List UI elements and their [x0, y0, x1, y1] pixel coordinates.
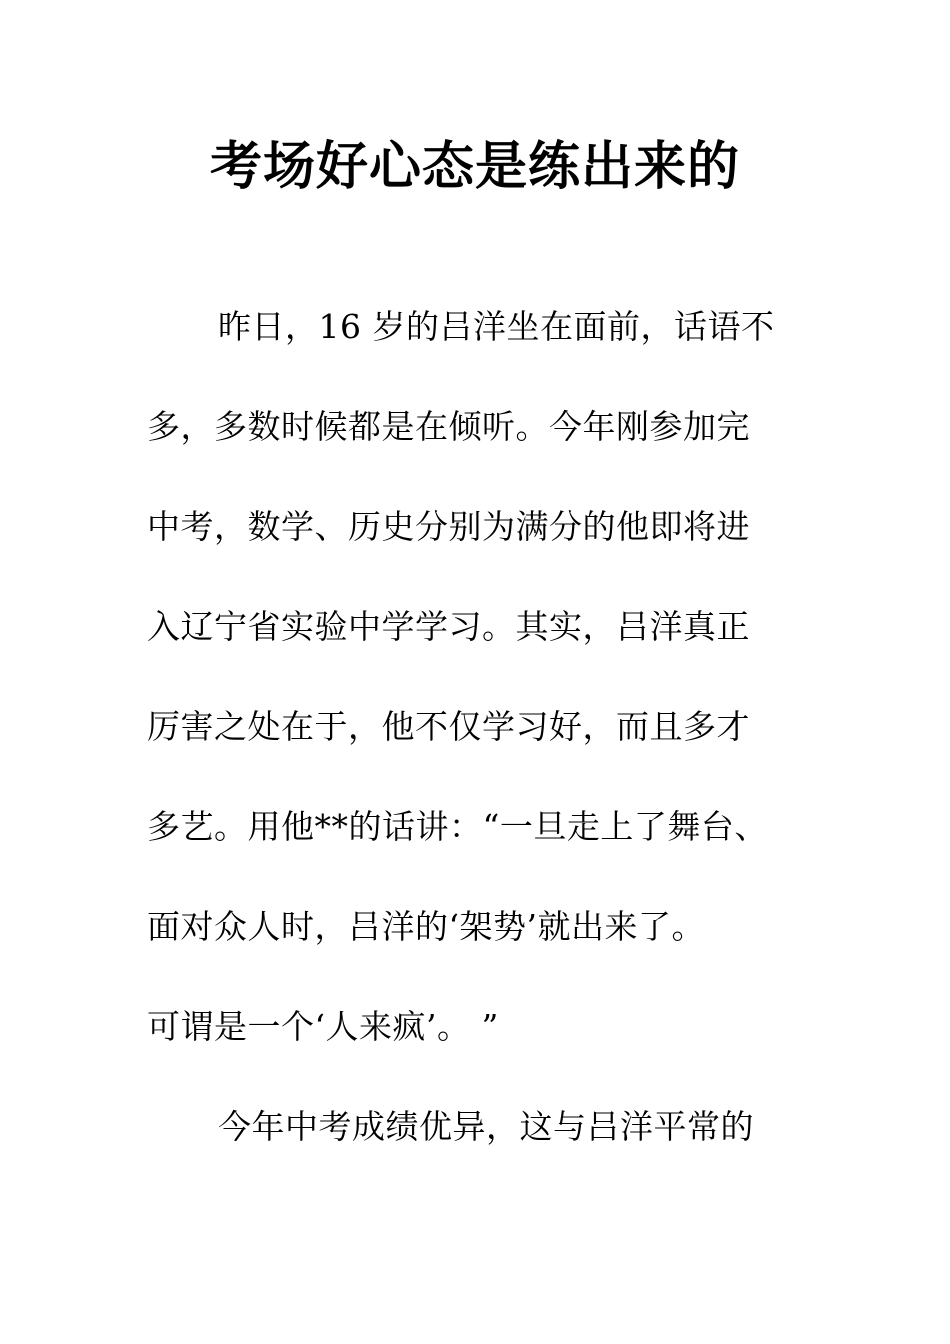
document-title: 考场好心态是练出来的: [209, 137, 740, 197]
paragraph-1-line-3: 中考，数学、历史分别为满分的他即将进: [147, 507, 750, 546]
paragraph-1-line-6: 多艺。用他**的话讲：“一旦走上了舞台、: [147, 807, 768, 846]
paragraph-1-line-8: 可谓是一个‘人来疯’。 ”: [147, 1007, 499, 1046]
paragraph-1-line-5: 厉害之处在于，他不仅学习好，而且多才: [147, 707, 750, 746]
paragraph-2-line-1: 今年中考成绩优异，这与吕洋平常的: [218, 1107, 754, 1146]
paragraph-1-line-7: 面对众人时，吕洋的‘架势’就出来了。: [147, 907, 705, 946]
paragraph-1-line-1: 昨日，16 岁的吕洋坐在面前，话语不: [218, 307, 775, 346]
paragraph-1-line-4: 入辽宁省实验中学学习。其实，吕洋真正: [147, 607, 750, 646]
paragraph-1-line-2: 多，多数时候都是在倾听。今年刚参加完: [147, 407, 750, 446]
